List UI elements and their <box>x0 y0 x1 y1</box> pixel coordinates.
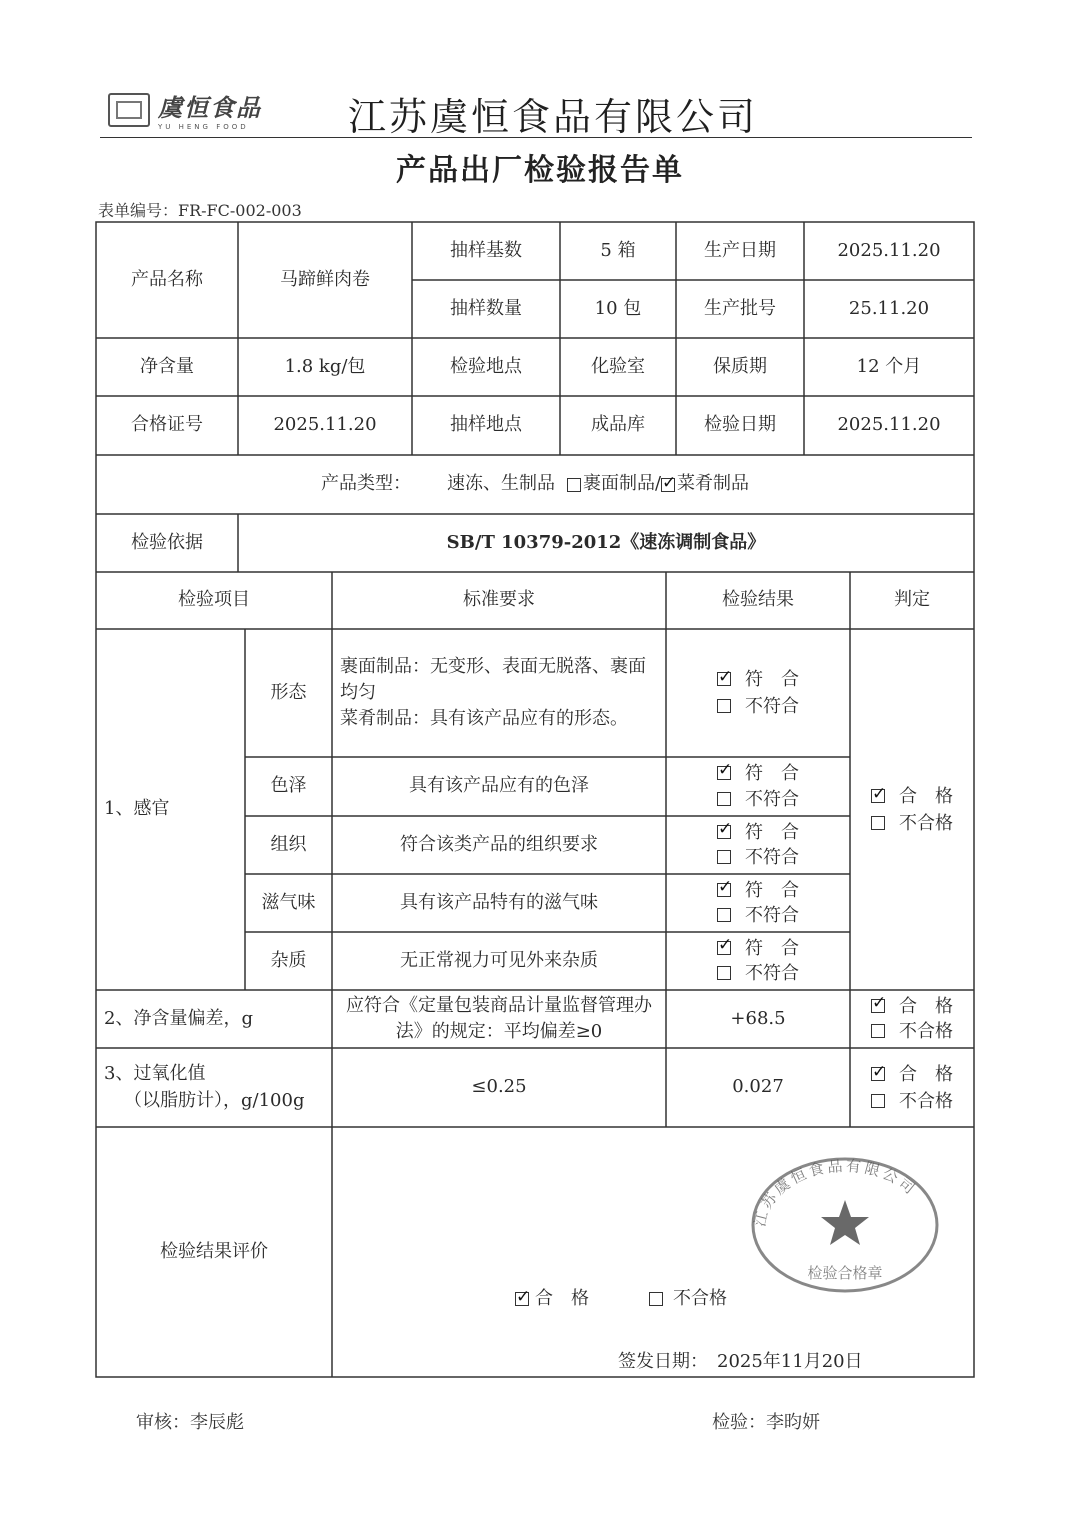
conform-text: 符 合 <box>745 879 799 901</box>
nonconform-text: 不符合 <box>745 905 799 926</box>
checkbox-checked-icon <box>717 672 731 686</box>
header-judge: 判定 <box>894 589 930 611</box>
row-result <box>666 816 850 874</box>
sample-place: 成品库 <box>591 414 645 436</box>
header-item: 检验项目 <box>178 589 250 611</box>
pass-text: 合 格 <box>899 785 953 807</box>
net-label: 净含量 <box>140 355 194 377</box>
pass-text: 合 格 <box>899 1063 953 1085</box>
header-result: 检验结果 <box>722 589 794 611</box>
row-standard: 符合该类产品的组织要求 <box>400 833 598 855</box>
report-title: 产品出厂检验报告单 <box>396 153 684 188</box>
inspection-stamp <box>745 1150 945 1300</box>
row-name: 色泽 <box>270 775 307 797</box>
row-result <box>666 874 850 932</box>
insp-place-label: 检验地点 <box>450 355 522 377</box>
row-result <box>666 629 850 757</box>
product-type-opt1: 裹面制品/ <box>582 473 662 495</box>
nonconform-text: 不符合 <box>745 788 799 810</box>
checkbox-checked-icon <box>871 999 885 1013</box>
conform-text: 符 合 <box>745 821 799 843</box>
header-standard: 标准要求 <box>463 589 535 611</box>
checkbox-checked-icon <box>717 941 731 955</box>
checkbox-icon <box>871 1024 885 1038</box>
sensory-label: 1、感官 <box>104 798 170 820</box>
company-name: 江苏虞恒食品有限公司 <box>348 95 759 139</box>
batch-label: 生产批号 <box>704 297 776 319</box>
product-type-row <box>96 455 974 514</box>
fail-text: 不合格 <box>899 1090 953 1112</box>
sample-base: 5 箱 <box>600 239 636 261</box>
product-type-label: 产品类型： <box>320 473 411 495</box>
net-dev-standard: 应符合《定量包装商品计量监督管理办法》的规定：平均偏差≥0 <box>346 994 652 1042</box>
row-result <box>666 757 850 816</box>
product-type-opt2: 菜肴制品 <box>677 473 750 495</box>
checkbox-checked-icon <box>515 1292 529 1306</box>
product-type-prefix: 速冻、生制品 <box>446 473 555 495</box>
sample-place-label: 抽样地点 <box>450 414 522 436</box>
checkbox-icon <box>871 816 885 830</box>
product-name: 马蹄鲜肉卷 <box>280 268 370 290</box>
basis-standard: SB/T 10379-2012《速冻调制食品》 <box>446 531 766 553</box>
row-standard: 具有该产品应有的色泽 <box>409 775 589 797</box>
star-icon <box>821 1200 869 1245</box>
reviewer: 审核：李辰彪 <box>136 1412 244 1433</box>
insp-place: 化验室 <box>591 355 645 377</box>
checkbox-checked-icon <box>717 883 731 897</box>
row-standard: 无正常视力可见外来杂质 <box>400 949 598 971</box>
eval-pass: 合 格 <box>535 1287 589 1309</box>
inspector: 检验：李昀妍 <box>712 1412 820 1433</box>
product-name-label: 产品名称 <box>131 268 203 290</box>
eval-label: 检验结果评价 <box>160 1240 268 1262</box>
pass-text: 合 格 <box>899 995 953 1017</box>
row-name: 杂质 <box>270 949 307 971</box>
conform-text: 符 合 <box>745 763 799 785</box>
peroxide-label-2: （以脂肪计），g/100g <box>124 1089 305 1111</box>
nonconform-text: 不符合 <box>745 696 799 717</box>
prod-date: 2025.11.20 <box>837 239 941 261</box>
checkbox-checked-icon <box>871 1067 885 1081</box>
checkbox-icon <box>567 478 581 492</box>
sensory-judgement <box>850 629 974 990</box>
insp-date: 2025.11.20 <box>837 414 941 436</box>
checkbox-icon <box>717 850 731 864</box>
stamp-center-text: 检验合格章 <box>807 1264 883 1282</box>
peroxide-label <box>96 1048 332 1127</box>
std-line: 菜肴制品：具有该产品应有的形态。 <box>340 708 628 730</box>
net-dev-label: 2、净含量偏差，g <box>104 1007 253 1029</box>
form-number: 表单编号：FR-FC-002-003 <box>98 201 302 220</box>
row-name: 组织 <box>270 833 307 855</box>
eval-fail: 不合格 <box>673 1287 727 1309</box>
shelf-label: 保质期 <box>713 355 767 377</box>
checkbox-icon <box>717 792 731 806</box>
stamp-ring-text: 江苏虞恒食品有限公司 <box>750 1156 921 1229</box>
peroxide-judgement <box>850 1048 974 1127</box>
net-content: 1.8 kg/包 <box>284 355 366 377</box>
checkbox-icon <box>717 699 731 713</box>
checkbox-checked-icon <box>717 766 731 780</box>
checkbox-icon <box>717 908 731 922</box>
net-dev-result: +68.5 <box>730 1007 786 1029</box>
row-name: 形态 <box>270 681 307 703</box>
peroxide-standard: ≤0.25 <box>471 1076 527 1098</box>
peroxide-result: 0.027 <box>732 1076 784 1098</box>
sign-date: 签发日期： 2025年11月20日 <box>618 1350 863 1372</box>
nonconform-text: 不符合 <box>745 847 799 868</box>
sample-qty: 10 包 <box>594 297 642 319</box>
checkbox-icon <box>717 966 731 980</box>
row-standard <box>332 629 666 757</box>
net-dev-judgement <box>850 990 974 1048</box>
checkbox-icon <box>649 1292 663 1306</box>
checkbox-checked-icon <box>717 825 731 839</box>
cert-label: 合格证号 <box>131 414 203 436</box>
row-name: 滋气味 <box>261 891 316 913</box>
shelf-life: 12 个月 <box>856 355 922 377</box>
row-standard: 具有该产品特有的滋气味 <box>400 891 598 913</box>
checkbox-checked-icon <box>871 789 885 803</box>
peroxide-label-1: 3、过氧化值 <box>104 1063 206 1085</box>
std-line: 裹面制品：无变形、表面无脱落、裹面均匀 <box>340 655 646 703</box>
fail-text: 不合格 <box>899 1021 953 1042</box>
sample-base-label: 抽样基数 <box>450 239 522 261</box>
insp-date-label: 检验日期 <box>704 414 776 436</box>
conform-text: 符 合 <box>745 937 799 959</box>
row-result <box>666 932 850 990</box>
logo-en: YU HENG FOOD <box>158 123 249 131</box>
basis-label: 检验依据 <box>131 531 203 553</box>
fail-text: 不合格 <box>899 812 953 834</box>
logo-cn: 虞恒食品 <box>158 93 262 122</box>
sample-qty-label: 抽样数量 <box>450 297 522 319</box>
checkbox-icon <box>871 1094 885 1108</box>
cert-number: 2025.11.20 <box>273 414 377 436</box>
nonconform-text: 不符合 <box>745 963 799 984</box>
conform-text: 符 合 <box>745 669 799 690</box>
prod-date-label: 生产日期 <box>704 239 776 261</box>
checkbox-checked-icon <box>661 478 675 492</box>
batch-number: 25.11.20 <box>848 297 930 319</box>
